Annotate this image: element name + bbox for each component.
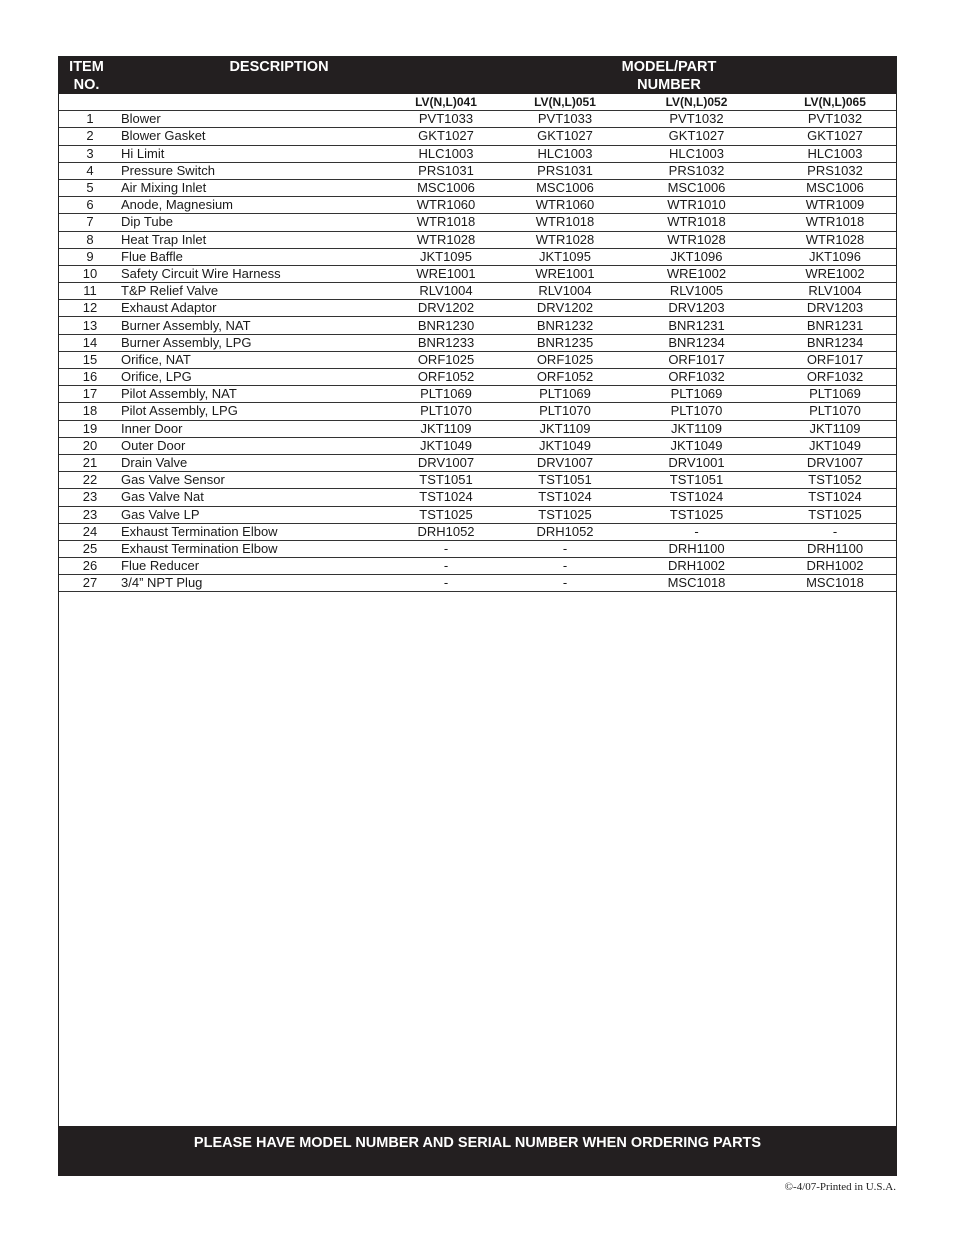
item-description: Anode, Magnesium bbox=[121, 197, 381, 214]
part-number: PLT1069 bbox=[619, 386, 774, 403]
part-number: PLT1070 bbox=[619, 403, 774, 420]
part-number: WRE1001 bbox=[381, 265, 511, 282]
part-number: WTR1028 bbox=[511, 231, 619, 248]
part-number: TST1051 bbox=[511, 472, 619, 489]
part-number: - bbox=[511, 575, 619, 592]
item-description: Blower bbox=[121, 111, 381, 128]
table-row bbox=[59, 214, 896, 231]
item-number: 7 bbox=[59, 214, 121, 231]
model-column-header: LV(N,L)051 bbox=[511, 94, 619, 111]
table-row bbox=[59, 558, 896, 575]
part-number: PLT1070 bbox=[774, 403, 896, 420]
item-no-heading bbox=[59, 58, 114, 94]
part-number: - bbox=[774, 523, 896, 540]
part-number: BNR1232 bbox=[511, 317, 619, 334]
item-description: Pilot Assembly, LPG bbox=[121, 403, 381, 420]
part-number: WTR1060 bbox=[511, 197, 619, 214]
part-number: DRV1001 bbox=[619, 454, 774, 471]
table-row bbox=[59, 248, 896, 265]
item-description: Exhaust Termination Elbow bbox=[121, 540, 381, 557]
item-number: 1 bbox=[59, 111, 121, 128]
part-number: GKT1027 bbox=[774, 128, 896, 145]
ordering-notice: PLEASE HAVE MODEL NUMBER AND SERIAL NUMBER WHEN ORDERING PARTS bbox=[58, 1126, 897, 1176]
part-number: HLC1003 bbox=[774, 145, 896, 162]
item-number: 17 bbox=[59, 386, 121, 403]
part-number: JKT1049 bbox=[619, 437, 774, 454]
part-number: DRV1007 bbox=[774, 454, 896, 471]
item-description: Orifice, NAT bbox=[121, 351, 381, 368]
table-row bbox=[59, 231, 896, 248]
part-number: BNR1231 bbox=[619, 317, 774, 334]
part-number: ORF1032 bbox=[619, 369, 774, 386]
part-number: PLT1069 bbox=[511, 386, 619, 403]
part-number: JKT1095 bbox=[511, 248, 619, 265]
part-number: PVT1033 bbox=[511, 111, 619, 128]
part-number: MSC1018 bbox=[774, 575, 896, 592]
item-number: 5 bbox=[59, 179, 121, 196]
part-number: PLT1070 bbox=[381, 403, 511, 420]
item-number: 24 bbox=[59, 523, 121, 540]
part-number: - bbox=[381, 558, 511, 575]
model-column-header: LV(N,L)052 bbox=[619, 94, 774, 111]
part-number: DRV1007 bbox=[381, 454, 511, 471]
item-number: 4 bbox=[59, 162, 121, 179]
item-description: 3/4” NPT Plug bbox=[121, 575, 381, 592]
item-description: Drain Valve bbox=[121, 454, 381, 471]
table-row bbox=[59, 575, 896, 592]
model-header-row bbox=[59, 94, 896, 111]
item-number: 9 bbox=[59, 248, 121, 265]
item-number: 23 bbox=[59, 506, 121, 523]
item-description: Air Mixing Inlet bbox=[121, 179, 381, 196]
part-number: - bbox=[619, 523, 774, 540]
part-number: WTR1018 bbox=[774, 214, 896, 231]
table-row bbox=[59, 472, 896, 489]
part-number: PLT1069 bbox=[381, 386, 511, 403]
copyright-note: ©-4/07-Printed in U.S.A. bbox=[784, 1181, 896, 1193]
part-number: JKT1096 bbox=[774, 248, 896, 265]
table-row bbox=[59, 283, 896, 300]
part-number: WTR1009 bbox=[774, 197, 896, 214]
table-row bbox=[59, 369, 896, 386]
table-row bbox=[59, 420, 896, 437]
part-number: HLC1003 bbox=[619, 145, 774, 162]
item-number: 13 bbox=[59, 317, 121, 334]
item-description: Gas Valve Sensor bbox=[121, 472, 381, 489]
item-number: 25 bbox=[59, 540, 121, 557]
part-number: ORF1017 bbox=[774, 351, 896, 368]
item-description: Dip Tube bbox=[121, 214, 381, 231]
part-number: TST1024 bbox=[619, 489, 774, 506]
part-number: BNR1234 bbox=[774, 334, 896, 351]
part-number: PLT1070 bbox=[511, 403, 619, 420]
item-description: Burner Assembly, LPG bbox=[121, 334, 381, 351]
item-number: 15 bbox=[59, 351, 121, 368]
item-description: Flue Baffle bbox=[121, 248, 381, 265]
part-number: - bbox=[511, 540, 619, 557]
part-number: JKT1109 bbox=[619, 420, 774, 437]
part-number: ORF1025 bbox=[511, 351, 619, 368]
part-number: TST1051 bbox=[619, 472, 774, 489]
part-number: - bbox=[511, 558, 619, 575]
part-number: TST1025 bbox=[774, 506, 896, 523]
table-row bbox=[59, 128, 896, 145]
part-number: MSC1006 bbox=[511, 179, 619, 196]
table-row bbox=[59, 506, 896, 523]
part-number: - bbox=[381, 540, 511, 557]
part-number: PRS1031 bbox=[511, 162, 619, 179]
part-number: WRE1002 bbox=[619, 265, 774, 282]
item-description: Orifice, LPG bbox=[121, 369, 381, 386]
item-description: Exhaust Adaptor bbox=[121, 300, 381, 317]
part-number: MSC1018 bbox=[619, 575, 774, 592]
part-number: JKT1095 bbox=[381, 248, 511, 265]
part-number: TST1024 bbox=[381, 489, 511, 506]
part-number: MSC1006 bbox=[381, 179, 511, 196]
item-number: 21 bbox=[59, 454, 121, 471]
part-number: PVT1032 bbox=[774, 111, 896, 128]
item-description: Gas Valve LP bbox=[121, 506, 381, 523]
part-number: WTR1010 bbox=[619, 197, 774, 214]
part-number: DRH1052 bbox=[381, 523, 511, 540]
table-row bbox=[59, 265, 896, 282]
part-number: DRV1203 bbox=[619, 300, 774, 317]
part-number: WTR1028 bbox=[774, 231, 896, 248]
item-description: Pilot Assembly, NAT bbox=[121, 386, 381, 403]
part-number: TST1025 bbox=[619, 506, 774, 523]
part-number: ORF1032 bbox=[774, 369, 896, 386]
item-number: 14 bbox=[59, 334, 121, 351]
part-number: PRS1031 bbox=[381, 162, 511, 179]
part-number: TST1052 bbox=[774, 472, 896, 489]
item-number: 11 bbox=[59, 283, 121, 300]
part-number: WTR1060 bbox=[381, 197, 511, 214]
part-number: MSC1006 bbox=[774, 179, 896, 196]
part-number: PVT1032 bbox=[619, 111, 774, 128]
part-number: BNR1234 bbox=[619, 334, 774, 351]
part-number: TST1024 bbox=[511, 489, 619, 506]
part-number: GKT1027 bbox=[511, 128, 619, 145]
table-row bbox=[59, 540, 896, 557]
part-number: BNR1233 bbox=[381, 334, 511, 351]
item-heading-line2: NO. bbox=[73, 77, 100, 93]
part-number: PRS1032 bbox=[774, 162, 896, 179]
part-number: JKT1109 bbox=[774, 420, 896, 437]
blank-cell bbox=[59, 94, 121, 111]
item-description: Gas Valve Nat bbox=[121, 489, 381, 506]
part-number: GKT1027 bbox=[619, 128, 774, 145]
item-number: 20 bbox=[59, 437, 121, 454]
item-number: 10 bbox=[59, 265, 121, 282]
item-description: Hi Limit bbox=[121, 145, 381, 162]
part-number: DRV1203 bbox=[774, 300, 896, 317]
part-number: BNR1230 bbox=[381, 317, 511, 334]
part-number: - bbox=[381, 575, 511, 592]
model-heading-line2: NUMBER bbox=[637, 77, 701, 93]
table-row bbox=[59, 403, 896, 420]
part-number: TST1025 bbox=[381, 506, 511, 523]
item-number: 18 bbox=[59, 403, 121, 420]
part-number: JKT1109 bbox=[381, 420, 511, 437]
table-row bbox=[59, 300, 896, 317]
part-number: DRV1202 bbox=[511, 300, 619, 317]
item-description: Pressure Switch bbox=[121, 162, 381, 179]
table-row bbox=[59, 317, 896, 334]
item-number: 12 bbox=[59, 300, 121, 317]
part-number: PLT1069 bbox=[774, 386, 896, 403]
item-description: Safety Circuit Wire Harness bbox=[121, 265, 381, 282]
model-heading-line1: MODEL/PART bbox=[621, 59, 717, 75]
item-description: Inner Door bbox=[121, 420, 381, 437]
part-number: DRV1007 bbox=[511, 454, 619, 471]
part-number: WTR1028 bbox=[619, 231, 774, 248]
table-row bbox=[59, 523, 896, 540]
part-number: HLC1003 bbox=[381, 145, 511, 162]
part-number: JKT1049 bbox=[381, 437, 511, 454]
description-heading: DESCRIPTION bbox=[229, 59, 329, 75]
part-number: PRS1032 bbox=[619, 162, 774, 179]
part-number: JKT1109 bbox=[511, 420, 619, 437]
part-number: DRH1002 bbox=[619, 558, 774, 575]
part-number: WRE1001 bbox=[511, 265, 619, 282]
item-description: Blower Gasket bbox=[121, 128, 381, 145]
item-number: 19 bbox=[59, 420, 121, 437]
item-number: 22 bbox=[59, 472, 121, 489]
item-description: Outer Door bbox=[121, 437, 381, 454]
table-row bbox=[59, 454, 896, 471]
part-number: ORF1025 bbox=[381, 351, 511, 368]
table-row bbox=[59, 162, 896, 179]
item-number: 2 bbox=[59, 128, 121, 145]
item-number: 27 bbox=[59, 575, 121, 592]
part-number: DRH1100 bbox=[619, 540, 774, 557]
table-row bbox=[59, 334, 896, 351]
part-number: DRV1202 bbox=[381, 300, 511, 317]
item-description: Exhaust Termination Elbow bbox=[121, 523, 381, 540]
item-number: 26 bbox=[59, 558, 121, 575]
table-row bbox=[59, 386, 896, 403]
item-description: Flue Reducer bbox=[121, 558, 381, 575]
part-number: ORF1052 bbox=[381, 369, 511, 386]
part-number: RLV1005 bbox=[619, 283, 774, 300]
part-number: WTR1018 bbox=[511, 214, 619, 231]
model-column-header: LV(N,L)065 bbox=[774, 94, 896, 111]
item-number: 23 bbox=[59, 489, 121, 506]
item-heading-line1: ITEM bbox=[69, 59, 104, 75]
item-description: T&P Relief Valve bbox=[121, 283, 381, 300]
part-number: TST1051 bbox=[381, 472, 511, 489]
part-number: JKT1096 bbox=[619, 248, 774, 265]
part-number: GKT1027 bbox=[381, 128, 511, 145]
part-number: ORF1017 bbox=[619, 351, 774, 368]
item-number: 16 bbox=[59, 369, 121, 386]
part-number: TST1024 bbox=[774, 489, 896, 506]
table-header bbox=[59, 57, 896, 94]
part-number: HLC1003 bbox=[511, 145, 619, 162]
blank-cell bbox=[121, 94, 381, 111]
table-row bbox=[59, 489, 896, 506]
model-column-header: LV(N,L)041 bbox=[381, 94, 511, 111]
part-number: TST1025 bbox=[511, 506, 619, 523]
part-number: JKT1049 bbox=[774, 437, 896, 454]
part-number: WTR1018 bbox=[381, 214, 511, 231]
table-row bbox=[59, 437, 896, 454]
item-number: 8 bbox=[59, 231, 121, 248]
part-number: ORF1052 bbox=[511, 369, 619, 386]
part-number: JKT1049 bbox=[511, 437, 619, 454]
parts-table bbox=[59, 94, 896, 592]
table-row bbox=[59, 111, 896, 128]
table-row bbox=[59, 351, 896, 368]
part-number: MSC1006 bbox=[619, 179, 774, 196]
table-row bbox=[59, 197, 896, 214]
part-number: DRH1100 bbox=[774, 540, 896, 557]
part-number: DRH1052 bbox=[511, 523, 619, 540]
part-number: WTR1018 bbox=[619, 214, 774, 231]
part-number: DRH1002 bbox=[774, 558, 896, 575]
part-number: BNR1231 bbox=[774, 317, 896, 334]
part-number: BNR1235 bbox=[511, 334, 619, 351]
part-number: RLV1004 bbox=[774, 283, 896, 300]
part-number: WTR1028 bbox=[381, 231, 511, 248]
model-part-number-heading bbox=[599, 58, 739, 94]
table-row bbox=[59, 145, 896, 162]
part-number: RLV1004 bbox=[511, 283, 619, 300]
part-number: WRE1002 bbox=[774, 265, 896, 282]
item-number: 6 bbox=[59, 197, 121, 214]
part-number: PVT1033 bbox=[381, 111, 511, 128]
item-number: 3 bbox=[59, 145, 121, 162]
table-row bbox=[59, 179, 896, 196]
parts-list-frame bbox=[58, 56, 897, 1176]
part-number: RLV1004 bbox=[381, 283, 511, 300]
item-description: Burner Assembly, NAT bbox=[121, 317, 381, 334]
item-description: Heat Trap Inlet bbox=[121, 231, 381, 248]
